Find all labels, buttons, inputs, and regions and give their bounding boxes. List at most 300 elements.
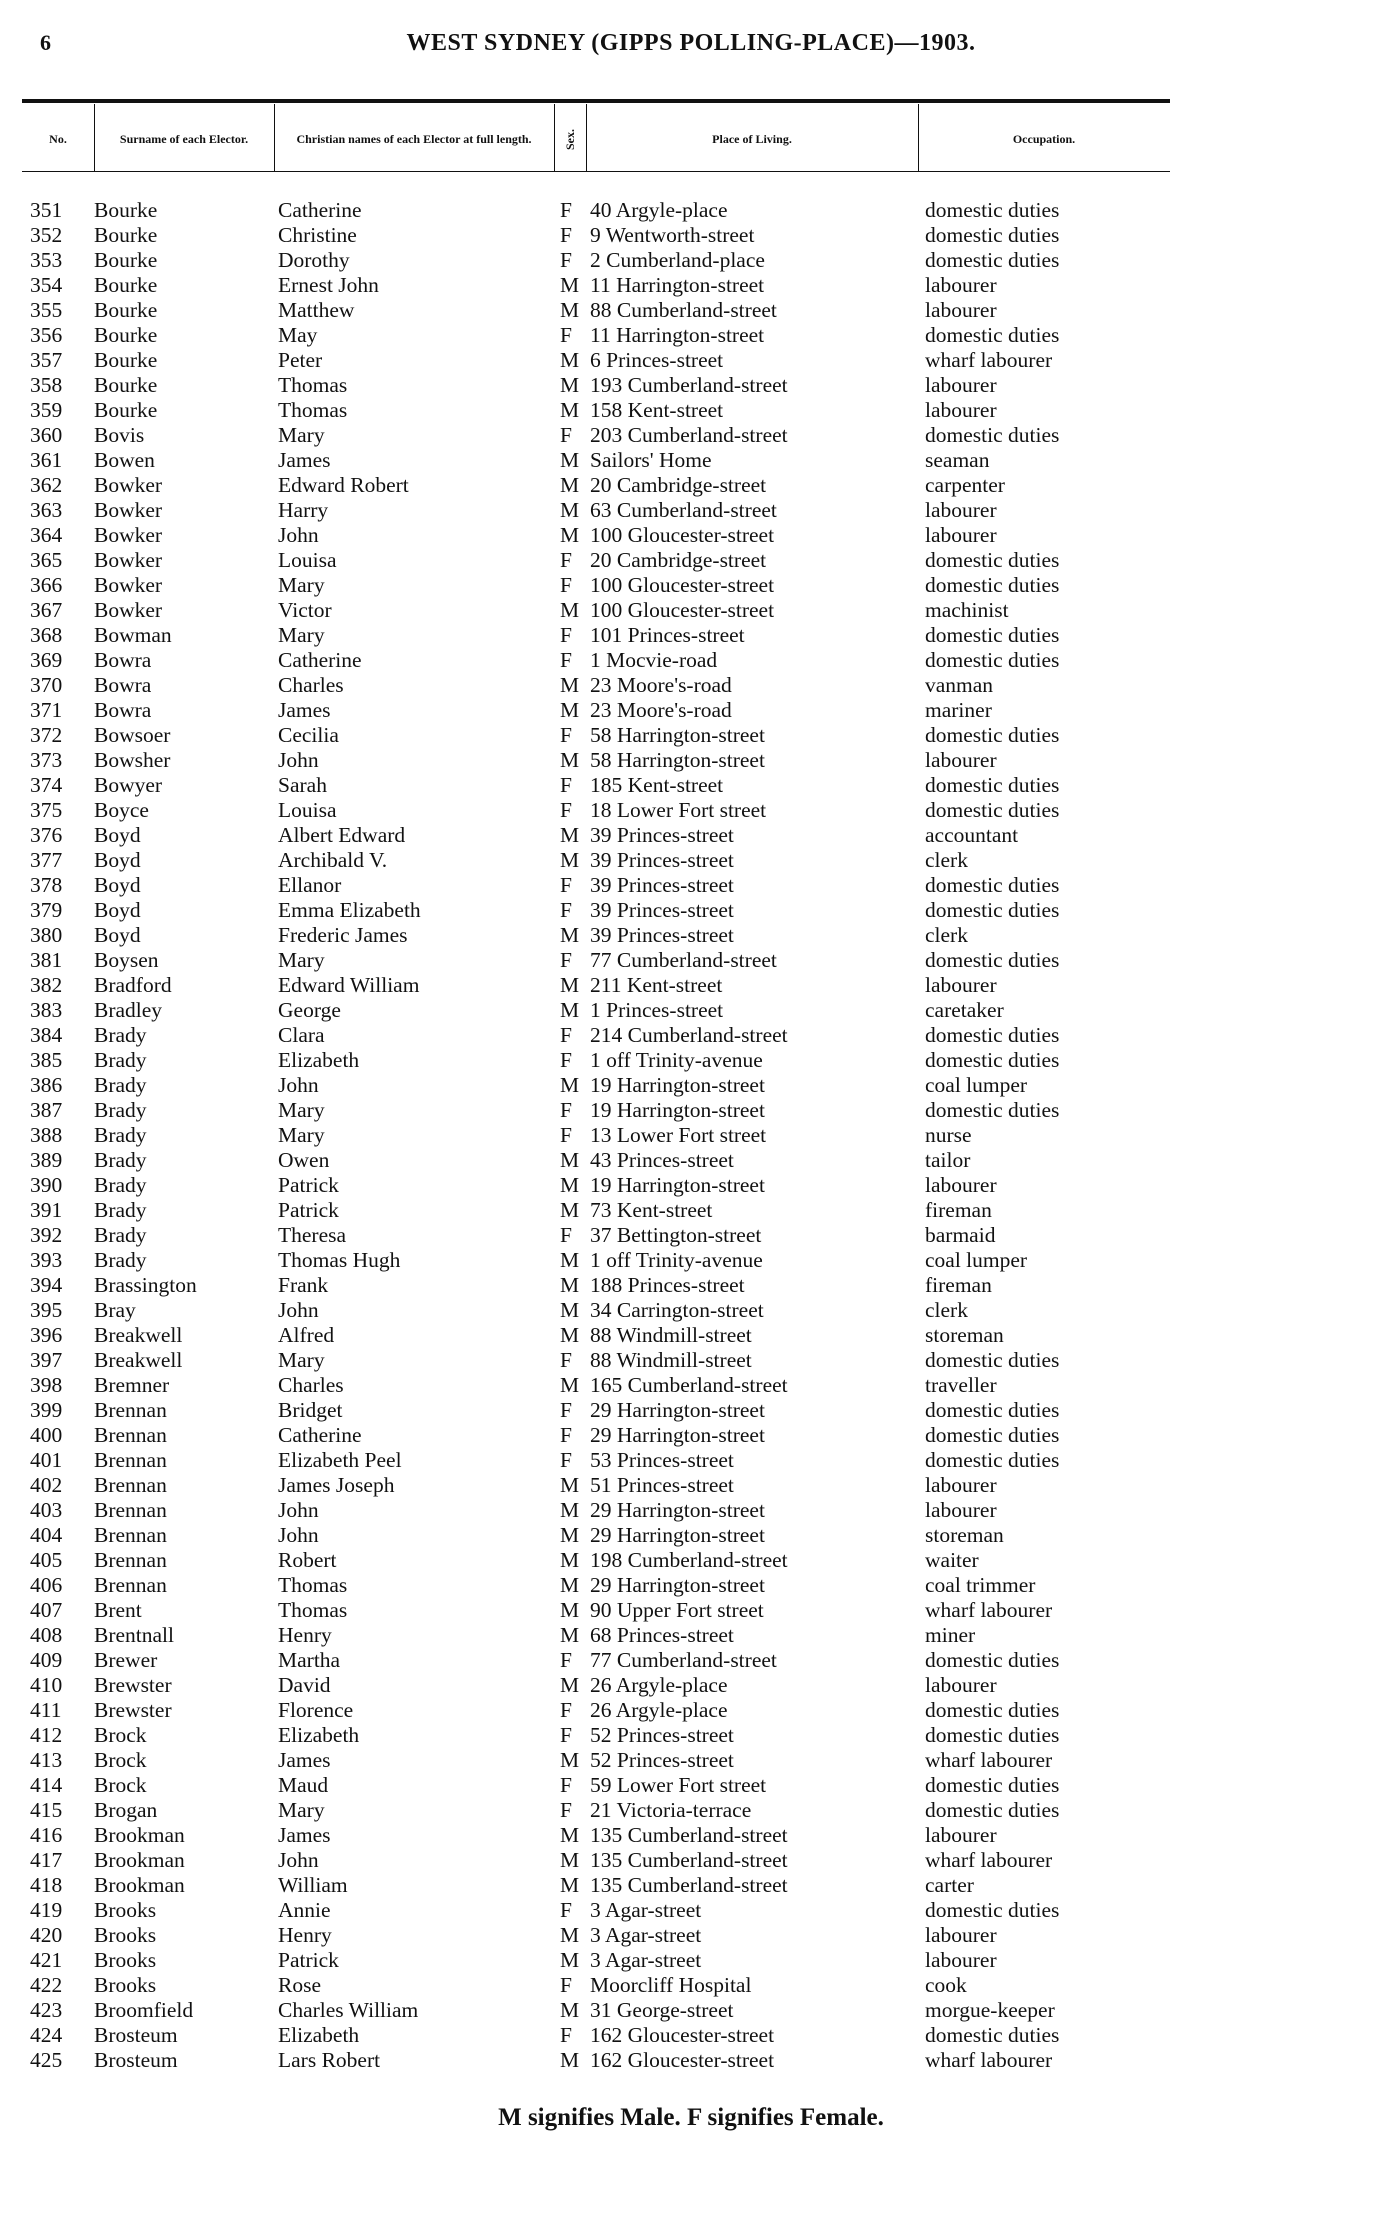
elector-occupation: domestic duties — [925, 1723, 1060, 1747]
elector-occupation: labourer — [925, 398, 997, 422]
elector-number: 379 — [30, 898, 63, 922]
elector-number: 410 — [30, 1673, 63, 1697]
elector-surname: Bovis — [94, 423, 145, 447]
elector-sex: F — [560, 873, 572, 897]
elector-sex: M — [560, 1923, 580, 1947]
table-row — [0, 1198, 1382, 1223]
elector-occupation: waiter — [925, 1548, 979, 1572]
elector-occupation: carpenter — [925, 473, 1005, 497]
table-row — [0, 1298, 1382, 1323]
table-row — [0, 1973, 1382, 1998]
table-row — [0, 1723, 1382, 1748]
elector-christian-names: Mary — [278, 1798, 325, 1822]
elector-number: 381 — [30, 948, 63, 972]
elector-sex: M — [560, 748, 580, 772]
elector-place: 58 Harrington-street — [590, 723, 765, 747]
elector-number: 373 — [30, 748, 63, 772]
elector-surname: Brady — [94, 1023, 147, 1047]
table-row — [0, 1673, 1382, 1698]
elector-surname: Brady — [94, 1073, 147, 1097]
elector-sex: M — [560, 1948, 580, 1972]
elector-number: 422 — [30, 1973, 63, 1997]
elector-christian-names: Louisa — [278, 548, 337, 572]
elector-place: 39 Princes-street — [590, 923, 734, 947]
elector-occupation: labourer — [925, 298, 997, 322]
elector-sex: F — [560, 423, 572, 447]
elector-place: 63 Cumberland-street — [590, 498, 777, 522]
elector-number: 355 — [30, 298, 63, 322]
elector-occupation: wharf labourer — [925, 1598, 1053, 1622]
elector-occupation: labourer — [925, 1923, 997, 1947]
elector-surname: Boyd — [94, 873, 141, 897]
elector-sex: M — [560, 1998, 580, 2022]
elector-surname: Brookman — [94, 1823, 185, 1847]
elector-sex: F — [560, 223, 572, 247]
elector-surname: Brennan — [94, 1523, 167, 1547]
elector-number: 370 — [30, 673, 63, 697]
table-row — [0, 748, 1382, 773]
elector-sex: M — [560, 1548, 580, 1572]
elector-occupation: coal lumper — [925, 1248, 1028, 1272]
table-row — [0, 198, 1382, 223]
elector-christian-names: Catherine — [278, 198, 362, 222]
elector-occupation: domestic duties — [925, 573, 1060, 597]
elector-christian-names: Bridget — [278, 1398, 343, 1422]
table-row — [0, 1748, 1382, 1773]
elector-christian-names: Thomas — [278, 1598, 348, 1622]
elector-number: 424 — [30, 2023, 63, 2047]
elector-number: 382 — [30, 973, 63, 997]
elector-surname: Brewster — [94, 1698, 172, 1722]
elector-christian-names: Dorothy — [278, 248, 350, 272]
elector-occupation: domestic duties — [925, 948, 1060, 972]
column-divider — [94, 104, 95, 172]
elector-surname: Brooks — [94, 1973, 157, 1997]
elector-number: 364 — [30, 523, 63, 547]
elector-number: 398 — [30, 1373, 63, 1397]
elector-christian-names: Albert Edward — [278, 823, 406, 847]
header-surname: Surname of each Elector. — [119, 131, 249, 146]
elector-sex: F — [560, 1223, 572, 1247]
table-row — [0, 548, 1382, 573]
elector-christian-names: Victor — [278, 598, 332, 622]
elector-occupation: morgue-keeper — [925, 1998, 1055, 2022]
elector-number: 367 — [30, 598, 63, 622]
elector-place: 39 Princes-street — [590, 848, 734, 872]
table-row — [0, 498, 1382, 523]
elector-christian-names: Mary — [278, 1098, 325, 1122]
elector-christian-names: Sarah — [278, 773, 327, 797]
table-row — [0, 423, 1382, 448]
elector-occupation: labourer — [925, 498, 997, 522]
elector-christian-names: Alfred — [278, 1323, 335, 1347]
elector-christian-names: Catherine — [278, 1423, 362, 1447]
elector-occupation: labourer — [925, 1173, 997, 1197]
elector-sex: F — [560, 323, 572, 347]
table-row — [0, 1423, 1382, 1448]
elector-occupation: domestic duties — [925, 223, 1060, 247]
elector-sex: F — [560, 1448, 572, 1472]
elector-place: 214 Cumberland-street — [590, 1023, 788, 1047]
table-row — [0, 1523, 1382, 1548]
elector-sex: M — [560, 1748, 580, 1772]
elector-place: Sailors' Home — [590, 448, 712, 472]
elector-number: 363 — [30, 498, 63, 522]
table-row — [0, 1048, 1382, 1073]
elector-number: 365 — [30, 548, 63, 572]
elector-surname: Brewer — [94, 1648, 158, 1672]
elector-sex: M — [560, 1823, 580, 1847]
elector-place: 77 Cumberland-street — [590, 1648, 777, 1672]
elector-occupation: domestic duties — [925, 423, 1060, 447]
elector-place: 135 Cumberland-street — [590, 1873, 788, 1897]
table-row — [0, 598, 1382, 623]
elector-christian-names: Robert — [278, 1548, 337, 1572]
column-divider — [554, 104, 555, 172]
elector-place: 29 Harrington-street — [590, 1423, 765, 1447]
elector-occupation: domestic duties — [925, 1348, 1060, 1372]
elector-christian-names: Cecilia — [278, 723, 339, 747]
elector-occupation: mariner — [925, 698, 992, 722]
elector-place: 29 Harrington-street — [590, 1523, 765, 1547]
elector-surname: Bradley — [94, 998, 163, 1022]
header-number: No. — [49, 131, 67, 146]
elector-christian-names: Mary — [278, 1123, 325, 1147]
elector-christian-names: Edward Robert — [278, 473, 409, 497]
elector-christian-names: Charles William — [278, 1998, 419, 2022]
elector-place: 203 Cumberland-street — [590, 423, 788, 447]
elector-christian-names: John — [278, 1498, 319, 1522]
header-sex-label: Sex. — [562, 128, 577, 150]
elector-number: 383 — [30, 998, 63, 1022]
elector-sex: F — [560, 1973, 572, 1997]
elector-place: 37 Bettington-street — [590, 1223, 762, 1247]
elector-place: 20 Cambridge-street — [590, 473, 767, 497]
table-row — [0, 1698, 1382, 1723]
elector-number: 361 — [30, 448, 63, 472]
elector-surname: Brewster — [94, 1673, 172, 1697]
elector-number: 418 — [30, 1873, 63, 1897]
table-row — [0, 323, 1382, 348]
elector-occupation: domestic duties — [925, 198, 1060, 222]
elector-number: 369 — [30, 648, 63, 672]
table-row — [0, 798, 1382, 823]
elector-christian-names: Patrick — [278, 1173, 339, 1197]
elector-place: 158 Kent-street — [590, 398, 724, 422]
elector-occupation: domestic duties — [925, 1023, 1060, 1047]
elector-occupation: wharf labourer — [925, 2048, 1053, 2072]
elector-sex: F — [560, 898, 572, 922]
elector-place: Moorcliff Hospital — [590, 1973, 752, 1997]
table-row — [0, 1223, 1382, 1248]
elector-christian-names: Louisa — [278, 798, 337, 822]
elector-christian-names: John — [278, 1523, 319, 1547]
elector-place: 100 Gloucester-street — [590, 573, 775, 597]
elector-place: 39 Princes-street — [590, 873, 734, 897]
elector-christian-names: Elizabeth — [278, 1048, 360, 1072]
elector-sex: M — [560, 448, 580, 472]
elector-sex: M — [560, 1298, 580, 1322]
elector-christian-names: May — [278, 323, 318, 347]
elector-christian-names: John — [278, 523, 319, 547]
elector-occupation: domestic duties — [925, 1048, 1060, 1072]
elector-place: 193 Cumberland-street — [590, 373, 788, 397]
elector-surname: Brentnall — [94, 1623, 175, 1647]
elector-surname: Brady — [94, 1123, 147, 1147]
elector-place: 3 Agar-street — [590, 1948, 702, 1972]
table-row — [0, 1073, 1382, 1098]
elector-surname: Bowra — [94, 648, 152, 672]
elector-surname: Bourke — [94, 398, 158, 422]
table-row — [0, 1948, 1382, 1973]
elector-surname: Bowker — [94, 523, 163, 547]
elector-number: 400 — [30, 1423, 63, 1447]
elector-occupation: coal trimmer — [925, 1573, 1036, 1597]
elector-sex: M — [560, 973, 580, 997]
table-row — [0, 998, 1382, 1023]
elector-christian-names: Clara — [278, 1023, 325, 1047]
elector-occupation: domestic duties — [925, 898, 1060, 922]
header-place: Place of Living. — [712, 131, 792, 146]
elector-place: 19 Harrington-street — [590, 1173, 765, 1197]
elector-place: 101 Princes-street — [590, 623, 745, 647]
elector-surname: Bowyer — [94, 773, 163, 797]
elector-occupation: labourer — [925, 523, 997, 547]
elector-surname: Brosteum — [94, 2048, 178, 2072]
elector-number: 419 — [30, 1898, 63, 1922]
page-title: WEST SYDNEY (GIPPS POLLING-PLACE)—1903. — [406, 30, 976, 56]
elector-sex: F — [560, 648, 572, 672]
elector-number: 358 — [30, 373, 63, 397]
elector-sex: M — [560, 373, 580, 397]
elector-surname: Brennan — [94, 1448, 167, 1472]
elector-surname: Brennan — [94, 1423, 167, 1447]
table-row — [0, 1273, 1382, 1298]
elector-surname: Brogan — [94, 1798, 158, 1822]
elector-place: 21 Victoria-terrace — [590, 1798, 752, 1822]
elector-place: 3 Agar-street — [590, 1923, 702, 1947]
elector-place: 88 Windmill-street — [590, 1323, 752, 1347]
elector-sex: M — [560, 348, 580, 372]
elector-number: 353 — [30, 248, 63, 272]
elector-sex: F — [560, 773, 572, 797]
elector-place: 162 Gloucester-street — [590, 2023, 775, 2047]
elector-christian-names: Rose — [278, 1973, 321, 1997]
table-row — [0, 1473, 1382, 1498]
table-row — [0, 673, 1382, 698]
table-row — [0, 1023, 1382, 1048]
elector-christian-names: Christine — [278, 223, 357, 247]
elector-sex: M — [560, 698, 580, 722]
table-row — [0, 1848, 1382, 1873]
elector-occupation: labourer — [925, 1473, 997, 1497]
elector-place: 11 Harrington-street — [590, 323, 765, 347]
elector-surname: Boyd — [94, 848, 141, 872]
elector-surname: Brookman — [94, 1873, 185, 1897]
elector-occupation: miner — [925, 1623, 976, 1647]
elector-christian-names: Emma Elizabeth — [278, 898, 421, 922]
elector-sex: F — [560, 723, 572, 747]
elector-sex: M — [560, 1523, 580, 1547]
elector-place: 18 Lower Fort street — [590, 798, 767, 822]
elector-sex: F — [560, 1773, 572, 1797]
elector-place: 43 Princes-street — [590, 1148, 734, 1172]
elector-sex: F — [560, 2023, 572, 2047]
table-row — [0, 398, 1382, 423]
elector-number: 359 — [30, 398, 63, 422]
elector-surname: Breakwell — [94, 1323, 183, 1347]
elector-surname: Brady — [94, 1098, 147, 1122]
elector-number: 391 — [30, 1198, 63, 1222]
table-row — [0, 1123, 1382, 1148]
elector-number: 407 — [30, 1598, 63, 1622]
elector-number: 378 — [30, 873, 63, 897]
elector-christian-names: Mary — [278, 623, 325, 647]
elector-sex: M — [560, 1573, 580, 1597]
elector-number: 405 — [30, 1548, 63, 1572]
elector-number: 388 — [30, 1123, 63, 1147]
table-row — [0, 1548, 1382, 1573]
table-row — [0, 373, 1382, 398]
elector-place: 11 Harrington-street — [590, 273, 765, 297]
elector-christian-names: Peter — [278, 348, 323, 372]
elector-christian-names: Matthew — [278, 298, 355, 322]
table-row — [0, 2048, 1382, 2073]
elector-occupation: labourer — [925, 973, 997, 997]
elector-occupation: domestic duties — [925, 648, 1060, 672]
elector-number: 397 — [30, 1348, 63, 1372]
elector-number: 420 — [30, 1923, 63, 1947]
elector-sex: M — [560, 1248, 580, 1272]
elector-sex: M — [560, 1623, 580, 1647]
elector-sex: M — [560, 1148, 580, 1172]
elector-number: 402 — [30, 1473, 63, 1497]
elector-sex: F — [560, 798, 572, 822]
elector-sex: F — [560, 198, 572, 222]
elector-surname: Brennan — [94, 1398, 167, 1422]
sex-legend: M signifies Male. F signifies Female. — [498, 2104, 884, 2131]
elector-place: 19 Harrington-street — [590, 1073, 765, 1097]
elector-place: 88 Windmill-street — [590, 1348, 752, 1372]
elector-sex: M — [560, 523, 580, 547]
elector-sex: F — [560, 1048, 572, 1072]
elector-number: 380 — [30, 923, 63, 947]
elector-christian-names: Mary — [278, 573, 325, 597]
elector-number: 372 — [30, 723, 63, 747]
elector-place: 9 Wentworth-street — [590, 223, 755, 247]
elector-number: 414 — [30, 1773, 63, 1797]
elector-place: 20 Cambridge-street — [590, 548, 767, 572]
elector-christian-names: John — [278, 1848, 319, 1872]
elector-occupation: seaman — [925, 448, 990, 472]
elector-place: 1 Princes-street — [590, 998, 724, 1022]
elector-place: 26 Argyle-place — [590, 1673, 728, 1697]
elector-occupation: labourer — [925, 1948, 997, 1972]
elector-surname: Brennan — [94, 1573, 167, 1597]
elector-place: 29 Harrington-street — [590, 1498, 765, 1522]
elector-place: 29 Harrington-street — [590, 1398, 765, 1422]
elector-sex: F — [560, 573, 572, 597]
elector-christian-names: Florence — [278, 1698, 354, 1722]
elector-place: 52 Princes-street — [590, 1748, 734, 1772]
elector-christian-names: Patrick — [278, 1198, 339, 1222]
elector-christian-names: Mary — [278, 423, 325, 447]
elector-christian-names: Lars Robert — [278, 2048, 381, 2072]
elector-place: 3 Agar-street — [590, 1898, 702, 1922]
elector-place: 1 Mocvie-road — [590, 648, 718, 672]
table-row — [0, 1573, 1382, 1598]
elector-number: 416 — [30, 1823, 63, 1847]
elector-sex: F — [560, 948, 572, 972]
elector-occupation: domestic duties — [925, 873, 1060, 897]
elector-occupation: fireman — [925, 1273, 992, 1297]
table-row — [0, 523, 1382, 548]
elector-place: 53 Princes-street — [590, 1448, 734, 1472]
elector-occupation: domestic duties — [925, 323, 1060, 347]
elector-number: 375 — [30, 798, 63, 822]
elector-sex: F — [560, 1648, 572, 1672]
elector-occupation: domestic duties — [925, 623, 1060, 647]
elector-sex: M — [560, 1673, 580, 1697]
table-row — [0, 573, 1382, 598]
elector-place: 39 Princes-street — [590, 898, 734, 922]
table-row — [0, 1398, 1382, 1423]
elector-number: 421 — [30, 1948, 63, 1972]
elector-place: 185 Kent-street — [590, 773, 724, 797]
table-row — [0, 1923, 1382, 1948]
elector-number: 413 — [30, 1748, 63, 1772]
elector-christian-names: George — [278, 998, 341, 1022]
header-sex — [554, 110, 586, 168]
elector-number: 399 — [30, 1398, 63, 1422]
elector-surname: Brookman — [94, 1848, 185, 1872]
column-divider — [586, 104, 587, 172]
elector-christian-names: Catherine — [278, 648, 362, 672]
elector-christian-names: Elizabeth — [278, 2023, 360, 2047]
elector-occupation: labourer — [925, 748, 997, 772]
elector-surname: Bourke — [94, 373, 158, 397]
table-row — [0, 1323, 1382, 1348]
elector-surname: Brady — [94, 1148, 147, 1172]
elector-surname: Bowsoer — [94, 723, 171, 747]
elector-sex: M — [560, 1373, 580, 1397]
elector-sex: F — [560, 1423, 572, 1447]
elector-occupation: domestic duties — [925, 798, 1060, 822]
elector-place: 39 Princes-street — [590, 823, 734, 847]
elector-surname: Bradford — [94, 973, 172, 997]
elector-number: 366 — [30, 573, 63, 597]
elector-place: 165 Cumberland-street — [590, 1373, 788, 1397]
elector-number: 356 — [30, 323, 63, 347]
elector-surname: Bowra — [94, 673, 152, 697]
table-row — [0, 1348, 1382, 1373]
elector-place: 2 Cumberland-place — [590, 248, 765, 272]
elector-place: 198 Cumberland-street — [590, 1548, 788, 1572]
elector-surname: Brooks — [94, 1898, 157, 1922]
elector-place: 90 Upper Fort street — [590, 1598, 764, 1622]
elector-occupation: traveller — [925, 1373, 997, 1397]
elector-surname: Bourke — [94, 223, 158, 247]
elector-christian-names: Charles — [278, 673, 344, 697]
elector-christian-names: James Joseph — [278, 1473, 395, 1497]
elector-sex: M — [560, 298, 580, 322]
table-row — [0, 1498, 1382, 1523]
elector-number: 360 — [30, 423, 63, 447]
elector-occupation: machinist — [925, 598, 1009, 622]
elector-occupation: wharf labourer — [925, 1748, 1053, 1772]
elector-surname: Brooks — [94, 1923, 157, 1947]
table-row — [0, 1248, 1382, 1273]
